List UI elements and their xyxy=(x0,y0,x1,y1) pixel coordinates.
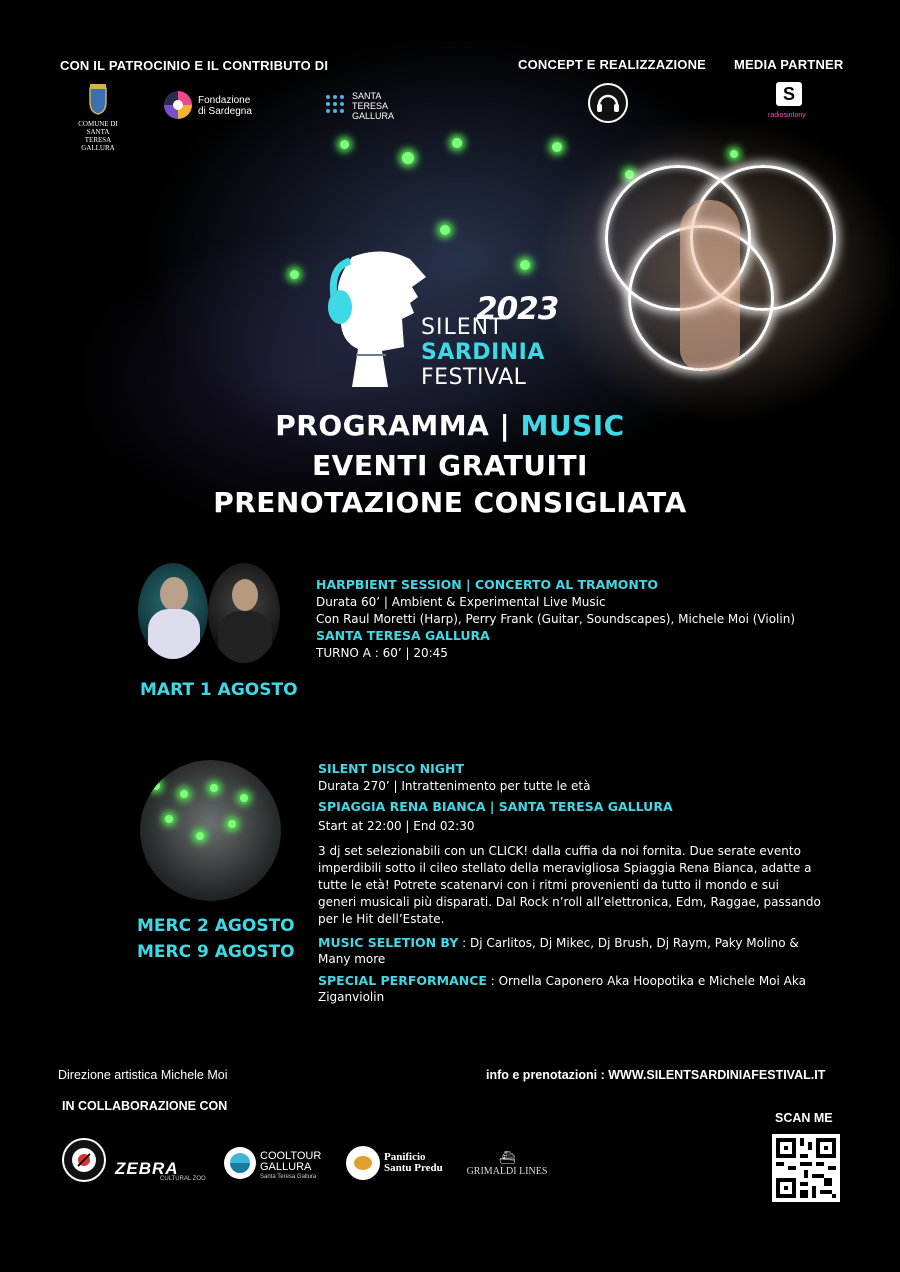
programma-text: PROGRAMMA | xyxy=(275,409,521,442)
fondazione-text: Fondazione xyxy=(198,95,251,106)
festival-line1: SILENT xyxy=(421,315,504,340)
grimaldi-logo xyxy=(463,1151,551,1177)
moai-head-icon xyxy=(322,247,428,387)
special-performance-label: SPECIAL PERFORMANCE xyxy=(318,973,487,988)
event2-description xyxy=(318,843,858,928)
event1-date: MART 1 AGOSTO xyxy=(140,680,298,700)
special-performance-text: : Ornella Caponero Aka Hoopotika e Michele Moi Aka xyxy=(486,974,806,988)
music-selection-label: MUSIC SELETION BY xyxy=(318,935,459,950)
radio-text: radiosintony xyxy=(768,112,806,119)
event2-duration: Durata 270’ | Intrattenimento per tutte le età xyxy=(318,779,591,793)
grimaldi-text: GRIMALDI LINES xyxy=(466,1166,548,1177)
music-text: MUSIC xyxy=(520,409,625,442)
cooltour-logo-icon xyxy=(224,1147,256,1179)
description-line: tutte le età! Potrete scatenarvi con i ritmi provenienti da tutto il mondo e sui xyxy=(318,878,779,892)
cooltour-text: GALLURA xyxy=(260,1161,312,1173)
cooltour-logo-text xyxy=(260,1151,321,1181)
event1-location: SANTA TERESA GALLURA xyxy=(316,628,490,643)
event1-artists: Con Raul Moretti (Harp), Perry Frank (Guitar, Soundscapes), Michele Moi (Violin) xyxy=(316,612,795,626)
music-selection-cont: Many more xyxy=(318,952,386,966)
panificio-logo-text xyxy=(384,1152,443,1174)
dots-grid-icon xyxy=(323,92,349,118)
event1-duration: Durata 60’ | Ambient & Experimental Live Music xyxy=(316,595,606,609)
artist-photo xyxy=(208,563,280,663)
event2-time: Start at 22:00 | End 02:30 xyxy=(318,819,475,833)
festival-head-logo xyxy=(322,247,428,387)
headphone-glow xyxy=(402,152,414,164)
description-line: imperdibili sotto il cileo stellato della meravigliosa Spiaggia Rena Bianca, adatte a xyxy=(318,861,812,875)
scan-me-label: SCAN ME xyxy=(775,1111,833,1125)
zebra-logo: ZEBRA xyxy=(115,1159,179,1178)
event2-title: SILENT DISCO NIGHT xyxy=(318,761,465,776)
headphone-glow xyxy=(730,150,738,158)
cooltour-text: COOLTOUR xyxy=(260,1150,322,1162)
headline-programma xyxy=(0,409,900,442)
festival-year: 2023 xyxy=(476,291,559,327)
qr-code[interactable] xyxy=(772,1134,840,1202)
zebra-sub: CULTURAL ZOO xyxy=(160,1176,206,1182)
description-line: 3 dj set selezionabili con un CLICK! dalla cuffia da noi fornita. Due serate evento xyxy=(318,844,801,858)
direzione-artistica: Direzione artistica Michele Moi xyxy=(58,1068,228,1082)
santa-teresa-text: SANTA xyxy=(352,91,382,101)
collaborazione-label: IN COLLABORAZIONE CON xyxy=(62,1099,228,1113)
headphone-glow xyxy=(452,138,462,148)
sardinia-badge-icon xyxy=(64,1140,104,1180)
fondazione-text: di Sardegna xyxy=(198,106,252,117)
info-prenotazioni[interactable]: info e prenotazioni : WWW.SILENTSARDINIAFESTIVAL.IT xyxy=(486,1068,826,1082)
comune-text: TERESA GALLURA xyxy=(81,136,115,152)
headphone-glow xyxy=(440,225,450,235)
headphones-icon xyxy=(590,85,626,121)
special-performance-cont: Ziganviolin xyxy=(318,990,385,1004)
headphone-glow xyxy=(552,142,562,152)
patrocinio-label: CON IL PATROCINIO E IL CONTRIBUTO DI xyxy=(60,58,329,73)
sardinia-silent-events-logo xyxy=(62,1138,106,1182)
concept-label: CONCEPT E REALIZZAZIONE xyxy=(518,57,707,72)
disco-photo xyxy=(140,760,281,901)
event1-title: HARPBIENT SESSION | CONCERTO AL TRAMONTO xyxy=(316,577,659,592)
panificio-text: Santu Predu xyxy=(384,1162,443,1174)
radio-s-icon: S xyxy=(776,82,802,106)
festival-line3: FESTIVAL xyxy=(421,365,527,390)
radio-sintony-logo xyxy=(768,82,816,124)
headline-gratuiti: EVENTI GRATUITI xyxy=(312,449,588,482)
fondazione-icon xyxy=(163,90,193,120)
fondazione-logo xyxy=(163,90,273,120)
event2-date1: MERC 2 AGOSTO xyxy=(137,916,295,936)
headphone-glow xyxy=(625,170,634,179)
description-line: generi musicali più disparati. Dal Rock n’roll all’elettronica, Edm, Raggae, passando xyxy=(318,895,821,909)
santa-teresa-text: TERESA xyxy=(352,101,389,111)
concept-logo xyxy=(588,83,628,123)
santa-teresa-text: GALLURA xyxy=(352,111,395,121)
headphone-glow xyxy=(290,270,299,279)
festival-line2: SARDINIA xyxy=(421,340,545,365)
comune-logo xyxy=(68,84,128,152)
event2-location: SPIAGGIA RENA BIANCA | SANTA TERESA GALLURA xyxy=(318,799,673,814)
qr-code-icon xyxy=(772,1134,840,1202)
event2-date2: MERC 9 AGOSTO xyxy=(137,942,295,962)
panificio-logo-icon xyxy=(346,1146,380,1180)
ship-icon: ⛴ xyxy=(498,1151,516,1166)
santa-teresa-logo xyxy=(323,90,413,120)
artist-photo xyxy=(138,563,208,659)
event1-turno: TURNO A : 60’ | 20:45 xyxy=(316,646,448,660)
special-performance xyxy=(318,972,806,990)
dancer-figure xyxy=(680,200,740,370)
music-selection-text: : Dj Carlitos, Dj Mikec, Dj Brush, Dj Raym, Paky Molino & xyxy=(458,936,799,950)
headphone-glow xyxy=(340,140,349,149)
description-line: per le Hit dell’Estate. xyxy=(318,912,445,926)
headphone-glow xyxy=(520,260,530,270)
headline-prenotazione: PRENOTAZIONE CONSIGLIATA xyxy=(213,486,687,519)
comune-text: COMUNE DI SANTA xyxy=(78,120,118,136)
coat-of-arms-icon xyxy=(68,84,128,116)
media-partner-label: MEDIA PARTNER xyxy=(734,57,844,72)
cooltour-sub: Santa Teresa Gallura xyxy=(260,1174,317,1180)
panificio-text: Panificio xyxy=(384,1151,426,1163)
music-selection xyxy=(318,934,799,952)
